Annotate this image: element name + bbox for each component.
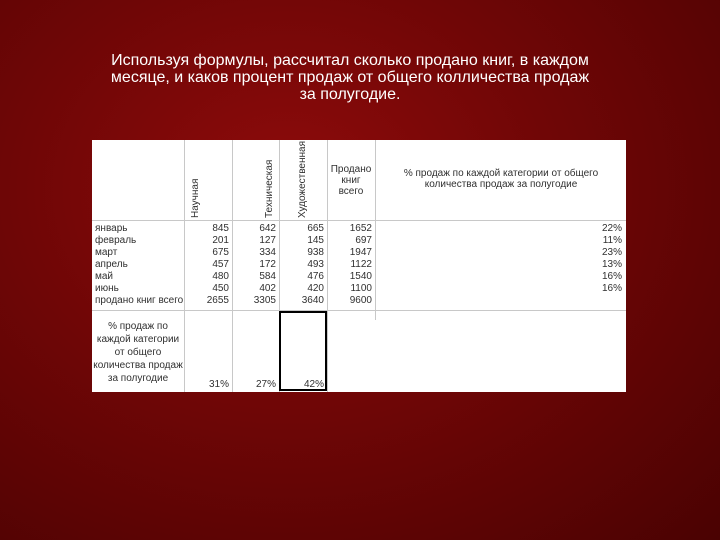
cell: 1540 <box>349 271 372 282</box>
cell: 23% <box>601 247 622 258</box>
slide-title <box>90 52 610 103</box>
cell: 13% <box>601 259 622 270</box>
cell: 3640 <box>301 295 324 306</box>
cell: 16% <box>601 271 622 282</box>
cell: 1122 <box>350 259 372 270</box>
cell: 1652 <box>349 223 372 234</box>
row-label: март <box>95 247 118 258</box>
slide-title-line-3: за полугодие. <box>299 86 401 103</box>
cell: 642 <box>259 223 276 234</box>
col-header-technical: Техническая <box>264 159 275 218</box>
col-header-science: Научная <box>190 178 201 218</box>
row-label: апрель <box>95 259 128 270</box>
slide-title-line-2: месяце, и каков процент продаж от общего колличества продаж <box>110 69 590 86</box>
col-header-total: Продано книг всего <box>330 164 372 197</box>
row-label: февраль <box>95 235 137 246</box>
cell: 675 <box>212 247 229 258</box>
cell-percent: 31% <box>208 379 229 390</box>
cell: 22% <box>601 223 622 234</box>
cell: 480 <box>212 271 229 282</box>
cell: 172 <box>259 259 276 270</box>
selected-cell[interactable] <box>279 311 327 391</box>
cell: 402 <box>259 283 276 294</box>
cell: 457 <box>212 259 229 270</box>
cell: 3305 <box>253 295 276 306</box>
cell: 334 <box>259 247 276 258</box>
cell: 450 <box>212 283 229 294</box>
cell: 9600 <box>349 295 372 306</box>
col-header-fiction: Художественная <box>297 140 308 218</box>
cell: 420 <box>307 283 324 294</box>
cell: 1947 <box>349 247 372 258</box>
cell: 493 <box>307 259 324 270</box>
cell: 201 <box>212 235 229 246</box>
cell: 584 <box>259 271 276 282</box>
cell: 697 <box>355 235 372 246</box>
cell-percent: 42% <box>303 379 324 390</box>
slide-title-line-1: Используя формулы, рассчитал сколько продано книг, в каждом <box>111 52 589 69</box>
spreadsheet-table <box>92 140 626 392</box>
cell: 11% <box>602 235 622 246</box>
cell: 476 <box>307 271 324 282</box>
row-label-total: продано книг всего <box>95 295 184 306</box>
row-label: май <box>95 271 114 282</box>
cell: 665 <box>307 223 324 234</box>
row-label: январь <box>95 223 128 234</box>
cell: 145 <box>307 235 324 246</box>
row-label-percent: % продаж по каждой категории от общего количества продаж за полугодие <box>93 321 183 384</box>
cell: 938 <box>307 247 324 258</box>
col-header-percent: % продаж по каждой категории от общего количества продаж за полугодие <box>403 168 599 190</box>
cell-percent: 27% <box>255 379 276 390</box>
cell: 2655 <box>206 295 229 306</box>
cell: 845 <box>212 223 229 234</box>
cell: 127 <box>259 235 276 246</box>
row-label: июнь <box>95 283 119 294</box>
cell: 1100 <box>350 283 372 294</box>
cell: 16% <box>601 283 622 294</box>
